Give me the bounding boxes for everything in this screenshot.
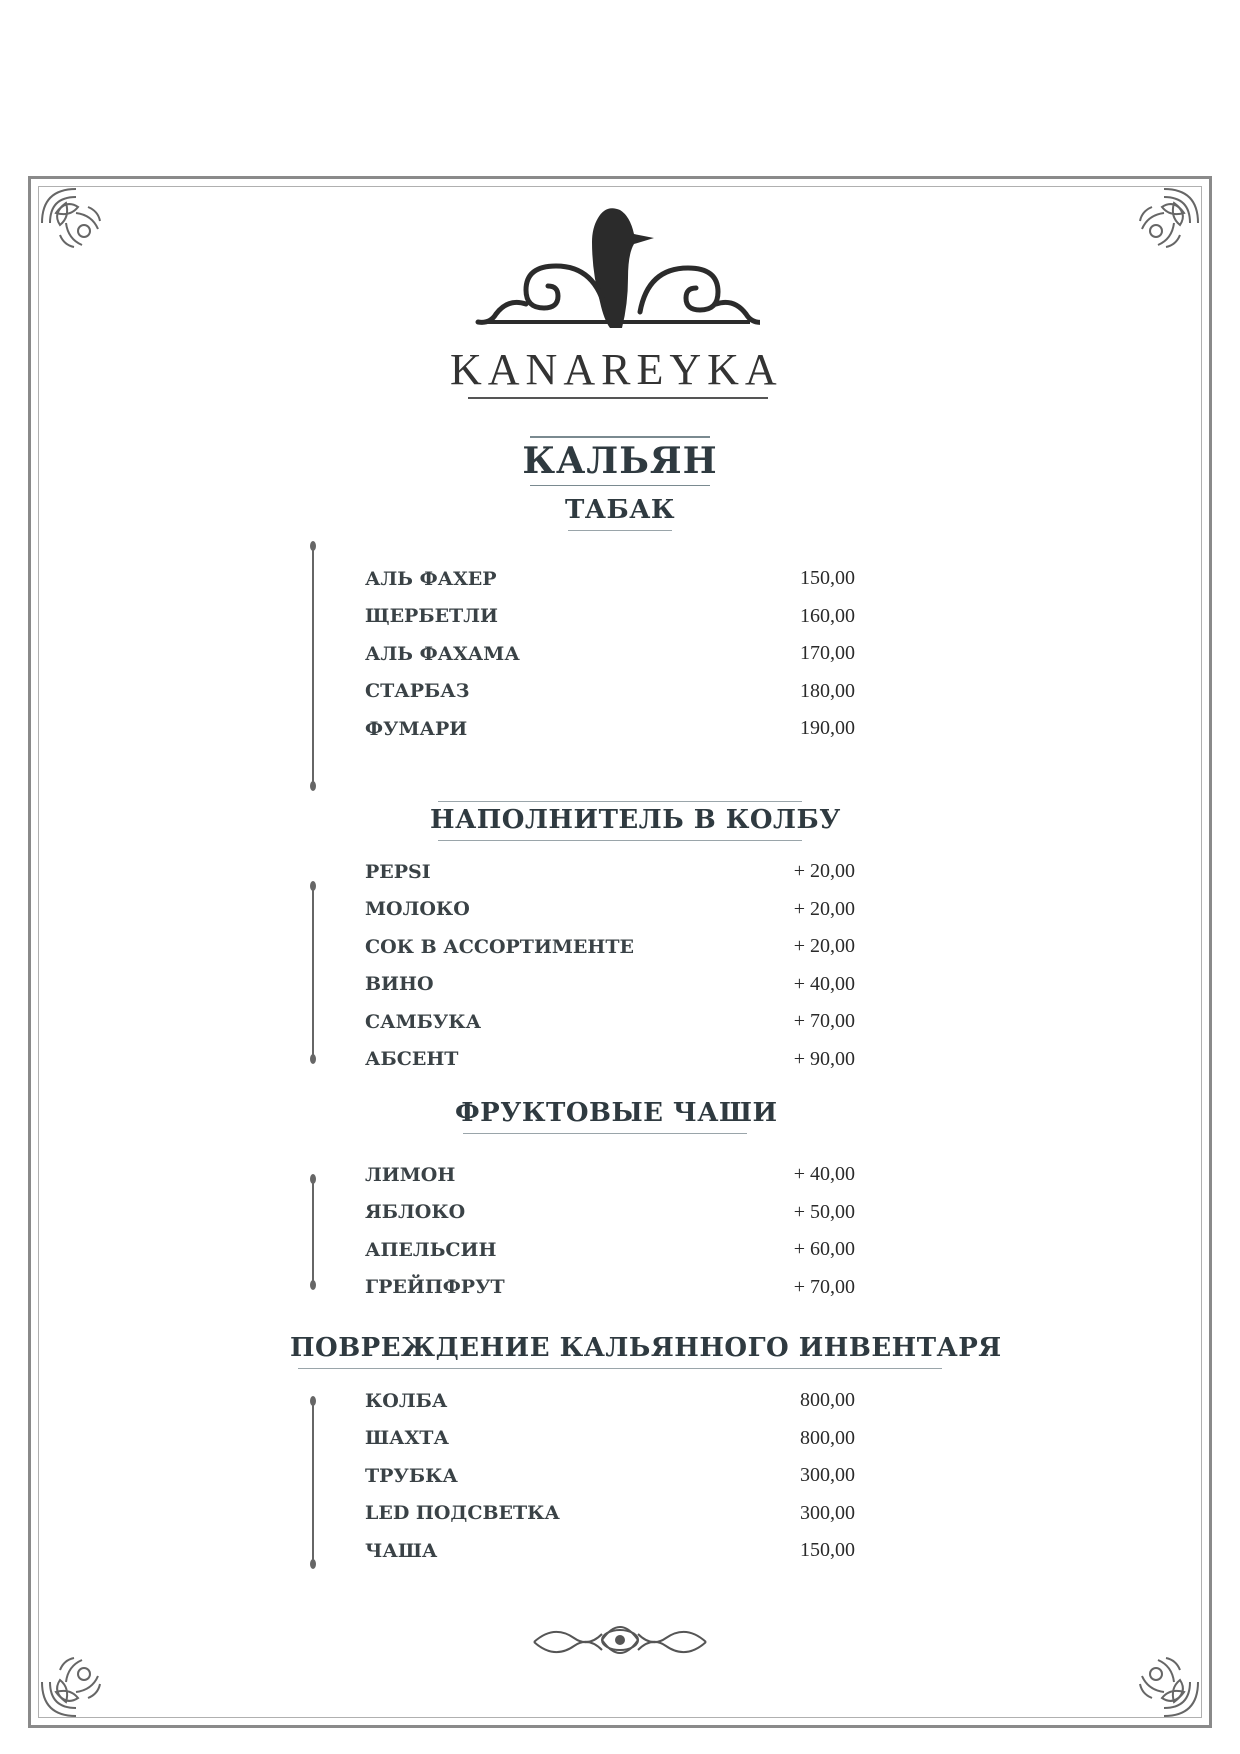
section-title-rule	[463, 1133, 747, 1135]
item-price: 190,00	[800, 717, 855, 740]
section-title-fruit-bowls	[455, 1098, 778, 1128]
item-price: + 50,00	[793, 1200, 855, 1223]
menu-item	[365, 1457, 855, 1495]
menu-item	[365, 1532, 855, 1570]
item-price: 300,00	[800, 1464, 855, 1487]
corner-ornament-icon	[1124, 183, 1204, 263]
menu-item	[365, 891, 855, 929]
section-title-rule-top	[438, 801, 802, 802]
title-rule-top	[530, 436, 710, 438]
menu-item	[365, 1269, 855, 1307]
menu-item	[365, 1041, 855, 1079]
item-name: ЧАША	[365, 1539, 438, 1562]
item-name: МОЛОКО	[365, 898, 470, 921]
item-price: 160,00	[800, 604, 855, 627]
menu-item	[365, 1420, 855, 1458]
section-items-tobacco	[365, 560, 855, 748]
section-title-rule	[438, 840, 802, 842]
menu-item	[365, 635, 855, 673]
title-rule-bottom	[530, 485, 710, 487]
section-title-text: ТАБАК	[564, 495, 676, 525]
menu-item	[365, 966, 855, 1004]
section-items-filler	[365, 853, 855, 1078]
item-name: ЩЕРБЕТЛИ	[365, 605, 498, 628]
section-title-rule	[568, 530, 672, 532]
item-name: ЛИМОН	[365, 1163, 456, 1186]
item-price: 300,00	[800, 1501, 855, 1524]
item-price: 800,00	[800, 1389, 855, 1412]
item-name: АПЕЛЬСИН	[365, 1238, 497, 1261]
menu-item	[365, 710, 855, 748]
item-name: ВИНО	[365, 973, 434, 996]
flourish-ornament-icon	[530, 1610, 710, 1670]
canary-on-scroll-icon	[470, 200, 760, 330]
menu-item	[365, 1003, 855, 1041]
item-price: + 20,00	[793, 897, 855, 920]
item-name: ШАХТА	[365, 1427, 449, 1450]
section-bracket	[312, 1178, 314, 1286]
item-name: ФУМАРИ	[365, 717, 468, 740]
menu-item	[365, 1194, 855, 1232]
menu-item	[365, 598, 855, 636]
section-title-tobacco	[560, 495, 680, 525]
menu-item	[365, 1231, 855, 1269]
item-name: АЛЬ ФАХАМА	[365, 642, 520, 665]
menu-item	[365, 928, 855, 966]
item-name: LED ПОДСВЕТКА	[365, 1502, 560, 1525]
section-items-damage	[365, 1382, 855, 1570]
item-name: АБСЕНТ	[365, 1048, 459, 1071]
page-title	[420, 440, 820, 482]
item-name: САМБУКА	[365, 1010, 482, 1033]
section-title-filler	[430, 805, 841, 835]
item-price: + 70,00	[793, 1275, 855, 1298]
item-price: + 70,00	[793, 1010, 855, 1033]
corner-ornament-icon	[36, 1642, 116, 1722]
item-price: + 20,00	[793, 860, 855, 883]
corner-ornament-icon	[1124, 1642, 1204, 1722]
section-title-rule	[298, 1368, 942, 1370]
item-price: + 60,00	[793, 1238, 855, 1261]
item-name: АЛЬ ФАХЕР	[365, 567, 497, 590]
item-name: СТАРБАЗ	[365, 680, 470, 703]
corner-ornament-icon	[36, 183, 116, 263]
item-price: 180,00	[800, 679, 855, 702]
item-name: КОЛБА	[365, 1389, 448, 1412]
brand-rule	[468, 397, 768, 399]
section-title-text: ФРУКТОВЫЕ ЧАШИ	[455, 1098, 778, 1128]
menu-item	[365, 1382, 855, 1420]
item-name: ЯБЛОКО	[365, 1201, 466, 1224]
menu-item	[365, 853, 855, 891]
item-price: 150,00	[800, 567, 855, 590]
section-bracket	[312, 545, 314, 787]
menu-item	[365, 673, 855, 711]
item-price: + 20,00	[793, 935, 855, 958]
menu-item	[365, 1156, 855, 1194]
item-name: ГРЕЙПФРУТ	[365, 1276, 505, 1299]
item-price: + 90,00	[793, 1047, 855, 1070]
section-bracket	[312, 885, 314, 1060]
section-title-damage	[290, 1333, 1002, 1363]
item-price: 170,00	[800, 642, 855, 665]
menu-item	[365, 1495, 855, 1533]
item-price: + 40,00	[793, 1163, 855, 1186]
item-price: 150,00	[800, 1539, 855, 1562]
item-name: PEPSI	[365, 860, 431, 883]
item-price: 800,00	[800, 1426, 855, 1449]
section-title-text: НАПОЛНИТЕЛЬ В КОЛБУ	[430, 805, 841, 835]
section-title-text: ПОВРЕЖДЕНИЕ КАЛЬЯННОГО ИНВЕНТАРЯ	[290, 1333, 1002, 1363]
page-title-text: КАЛЬЯН	[522, 440, 718, 482]
item-name: ТРУБКА	[365, 1464, 458, 1487]
menu-item	[365, 560, 855, 598]
item-name: СОК В АССОРТИМЕНТЕ	[365, 935, 634, 958]
brand-name: KANAREYKA	[450, 345, 783, 394]
section-items-fruit-bowls	[365, 1156, 855, 1306]
item-price: + 40,00	[793, 972, 855, 995]
section-bracket	[312, 1400, 314, 1565]
